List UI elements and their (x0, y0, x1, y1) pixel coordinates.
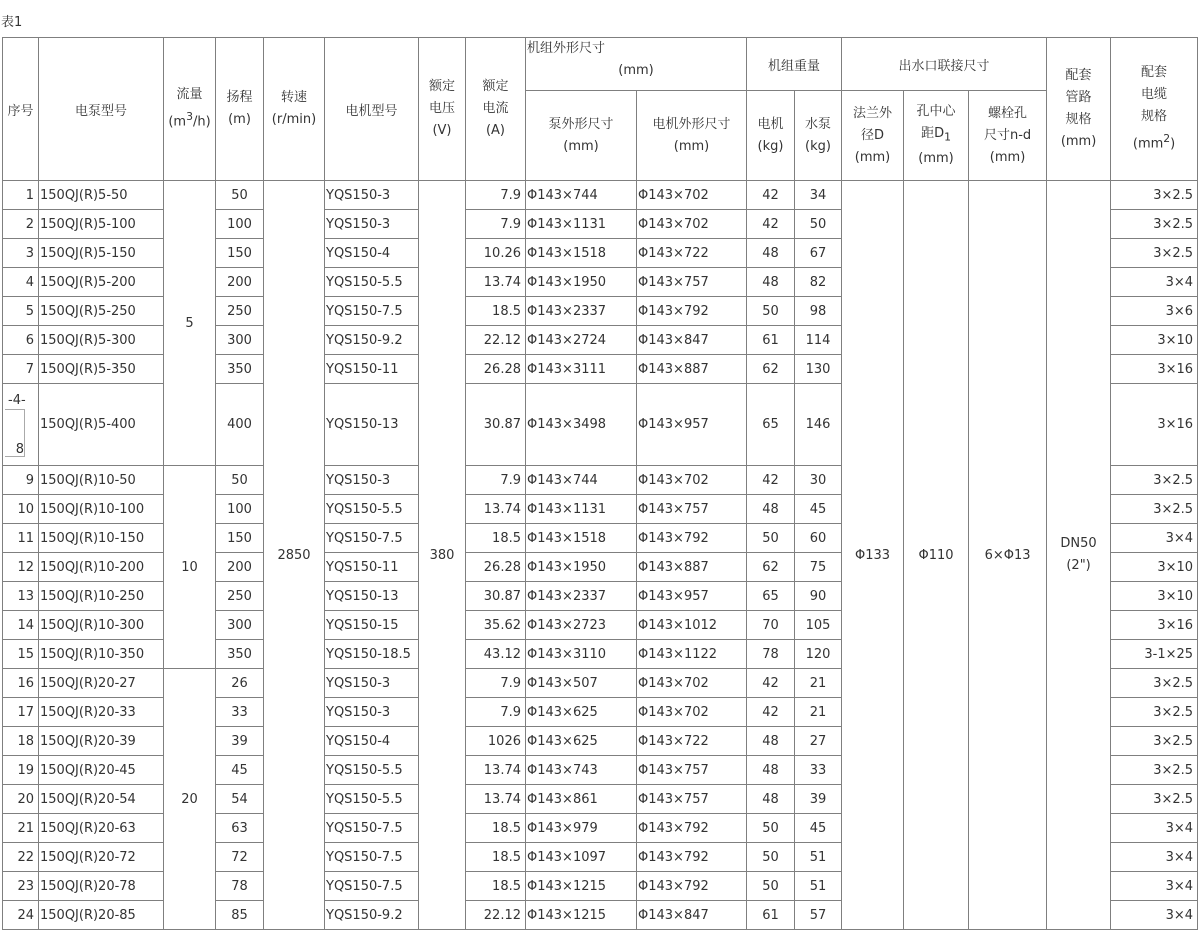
cell-head: 50 (216, 466, 264, 495)
cell-current: 13.74 (466, 785, 526, 814)
header-pump-model: 电泵型号 (39, 38, 164, 181)
cell-pump-model: 150QJ(R)20-78 (39, 872, 164, 901)
cell-seq: 10 (3, 495, 39, 524)
cell-cable: 3×2.5 (1111, 756, 1198, 785)
cell-motor-weight: 42 (747, 466, 795, 495)
cell-motor-model: YQS150-11 (325, 355, 419, 384)
header-rated-voltage: 额定 电压 (V) (419, 38, 466, 181)
cell-head: 54 (216, 785, 264, 814)
cell-motor-dim: Φ143×1122 (637, 640, 747, 669)
pump-spec-table (2, 37, 1198, 930)
header-speed: 转速 (r/min) (264, 38, 325, 181)
cell-cable: 3×16 (1111, 355, 1198, 384)
cell-cable: 3×4 (1111, 524, 1198, 553)
cell-pump-model: 150QJ(R)5-50 (39, 181, 164, 210)
cell-pump-weight: 57 (795, 901, 842, 930)
cell-flow-group-10: 10 (164, 466, 216, 669)
cell-motor-model: YQS150-9.2 (325, 901, 419, 930)
cell-head: 200 (216, 553, 264, 582)
cell-current: 7.9 (466, 698, 526, 727)
cell-head: 72 (216, 843, 264, 872)
cell-current: 35.62 (466, 611, 526, 640)
cell-pump-dim: Φ143×1131 (526, 210, 637, 239)
cell-cable: 3×4 (1111, 268, 1198, 297)
cell-pump-weight: 50 (795, 210, 842, 239)
cell-current: 18.5 (466, 297, 526, 326)
cell-pump-weight: 75 (795, 553, 842, 582)
cell-pump-model: 150QJ(R)10-100 (39, 495, 164, 524)
cell-pump-model: 150QJ(R)5-100 (39, 210, 164, 239)
cell-seq: 19 (3, 756, 39, 785)
cell-seq: 2 (3, 210, 39, 239)
cell-motor-dim: Φ143×702 (637, 669, 747, 698)
cell-pump-model: 150QJ(R)10-200 (39, 553, 164, 582)
cell-current: 22.12 (466, 901, 526, 930)
cell-current: 7.9 (466, 669, 526, 698)
cell-pump-model: 150QJ(R)10-250 (39, 582, 164, 611)
cell-head: 150 (216, 239, 264, 268)
cell-pump-weight: 51 (795, 872, 842, 901)
cell-cable: 3×16 (1111, 384, 1198, 466)
cell-pump-dim: Φ143×1518 (526, 524, 637, 553)
cell-current: 10.26 (466, 239, 526, 268)
cell-motor-dim: Φ143×757 (637, 495, 747, 524)
cell-pump-weight: 130 (795, 355, 842, 384)
cell-motor-model: YQS150-7.5 (325, 524, 419, 553)
cell-current: 43.12 (466, 640, 526, 669)
cell-pump-weight: 120 (795, 640, 842, 669)
cell-pump-model: 150QJ(R)20-54 (39, 785, 164, 814)
cell-current: 7.9 (466, 210, 526, 239)
cell-motor-dim: Φ143×722 (637, 727, 747, 756)
row-8-index-box: 8 (5, 409, 25, 457)
cell-seq: 15 (3, 640, 39, 669)
cell-seq: 11 (3, 524, 39, 553)
cell-head: 33 (216, 698, 264, 727)
header-pipe: 配套 管路 规格 (mm) (1047, 38, 1111, 181)
cell-pump-dim: Φ143×2337 (526, 582, 637, 611)
cell-pump-model: 150QJ(R)10-350 (39, 640, 164, 669)
cell-pump-dim: Φ143×2723 (526, 611, 637, 640)
cell-motor-dim: Φ143×887 (637, 355, 747, 384)
cell-pump-weight: 105 (795, 611, 842, 640)
cell-seq: 5 (3, 297, 39, 326)
cell-motor-model: YQS150-7.5 (325, 843, 419, 872)
cell-head: 300 (216, 326, 264, 355)
cell-motor-model: YQS150-5.5 (325, 785, 419, 814)
cell-pump-weight: 146 (795, 384, 842, 466)
cell-motor-model: YQS150-13 (325, 582, 419, 611)
cell-current: 13.74 (466, 495, 526, 524)
cell-motor-model: YQS150-15 (325, 611, 419, 640)
cell-cable: 3×16 (1111, 611, 1198, 640)
cell-motor-model: YQS150-4 (325, 239, 419, 268)
cell-seq: 22 (3, 843, 39, 872)
cell-motor-dim: Φ143×957 (637, 384, 747, 466)
cell-pump-dim: Φ143×625 (526, 698, 637, 727)
cell-motor-model: YQS150-5.5 (325, 756, 419, 785)
cell-pump-model: 150QJ(R)20-33 (39, 698, 164, 727)
cell-motor-dim: Φ143×792 (637, 814, 747, 843)
table-caption: 表1 (1, 15, 23, 30)
cell-speed: 2850 (264, 181, 325, 930)
cell-pump-weight: 45 (795, 814, 842, 843)
cell-cable: 3×4 (1111, 814, 1198, 843)
cell-current: 26.28 (466, 553, 526, 582)
pipe-spec: DN50 (1060, 536, 1097, 551)
header-motor-weight: 电机 (kg) (747, 91, 795, 181)
cell-cable: 3×10 (1111, 582, 1198, 611)
header-row-1 (3, 38, 1198, 91)
cell-motor-weight: 42 (747, 210, 795, 239)
cell-current: 7.9 (466, 466, 526, 495)
cell-motor-weight: 65 (747, 384, 795, 466)
cell-current: 7.9 (466, 181, 526, 210)
cell-motor-dim: Φ143×792 (637, 872, 747, 901)
cell-motor-dim: Φ143×757 (637, 268, 747, 297)
cell-motor-dim: Φ143×702 (637, 698, 747, 727)
cell-cable: 3×2.5 (1111, 785, 1198, 814)
header-pump-dim: 泵外形尺寸 (mm) (526, 91, 637, 181)
cell-motor-dim: Φ143×702 (637, 181, 747, 210)
cell-cable: 3×10 (1111, 326, 1198, 355)
header-head: 扬程 (m) (216, 38, 264, 181)
cell-seq: 13 (3, 582, 39, 611)
cell-current: 18.5 (466, 872, 526, 901)
cell-pump-weight: 21 (795, 698, 842, 727)
cell-motor-model: YQS150-9.2 (325, 326, 419, 355)
cell-motor-dim: Φ143×847 (637, 326, 747, 355)
cell-head: 26 (216, 669, 264, 698)
cell-motor-weight: 61 (747, 326, 795, 355)
cell-head: 45 (216, 756, 264, 785)
cell-pump-model: 150QJ(R)5-350 (39, 355, 164, 384)
cell-pump-weight: 33 (795, 756, 842, 785)
cell-head: 400 (216, 384, 264, 466)
cell-seq: 17 (3, 698, 39, 727)
cell-pump-dim: Φ143×3498 (526, 384, 637, 466)
cell-seq: 16 (3, 669, 39, 698)
table-body (3, 38, 1198, 930)
cell-pump-model: 150QJ(R)10-150 (39, 524, 164, 553)
cell-motor-weight: 70 (747, 611, 795, 640)
cell-pump-dim: Φ143×1950 (526, 553, 637, 582)
cell-current: 13.74 (466, 756, 526, 785)
cell-motor-weight: 48 (747, 785, 795, 814)
cell-motor-dim: Φ143×957 (637, 582, 747, 611)
cell-pump-weight: 34 (795, 181, 842, 210)
cell-motor-weight: 62 (747, 355, 795, 384)
cell-pump-weight: 27 (795, 727, 842, 756)
cell-pump-dim: Φ143×744 (526, 181, 637, 210)
cell-flange: Φ133 (842, 181, 904, 930)
cell-current: 13.74 (466, 268, 526, 297)
cell-motor-dim: Φ143×792 (637, 843, 747, 872)
cell-pump-model: 150QJ(R)5-400 (39, 384, 164, 466)
cell-head: 350 (216, 355, 264, 384)
cell-current: 26.28 (466, 355, 526, 384)
cell-seq: 21 (3, 814, 39, 843)
cell-pump-weight: 39 (795, 785, 842, 814)
header-flow: 流量 $(m^3/h)$ (164, 38, 216, 181)
header-flange: 法兰外 径D (mm) (842, 91, 904, 181)
header-motor-model: 电机型号 (325, 38, 419, 181)
cell-cable: 3×2.5 (1111, 181, 1198, 210)
cell-seq: 3 (3, 239, 39, 268)
cell-pump-weight: 21 (795, 669, 842, 698)
cell-motor-weight: 48 (747, 727, 795, 756)
cell-pump-dim: Φ143×3111 (526, 355, 637, 384)
cell-pump-model: 150QJ(R)20-45 (39, 756, 164, 785)
cell-pump-model: 150QJ(R)20-27 (39, 669, 164, 698)
cell-motor-model: YQS150-5.5 (325, 268, 419, 297)
cell-head: 200 (216, 268, 264, 297)
cell-flow-group-5: 5 (164, 181, 216, 466)
cell-pump-model: 150QJ(R)20-63 (39, 814, 164, 843)
cell-pump-dim: Φ143×979 (526, 814, 637, 843)
cell-head: 100 (216, 210, 264, 239)
cell-motor-weight: 42 (747, 698, 795, 727)
cell-pump-weight: 67 (795, 239, 842, 268)
cell-seq: 12 (3, 553, 39, 582)
cell-hole: Φ110 (904, 181, 969, 930)
cell-pump-dim: Φ143×1215 (526, 872, 637, 901)
cell-motor-model: YQS150-3 (325, 669, 419, 698)
cell-motor-model: YQS150-13 (325, 384, 419, 466)
cell-pump-weight: 114 (795, 326, 842, 355)
cell-motor-weight: 78 (747, 640, 795, 669)
cell-pump-dim: Φ143×1518 (526, 239, 637, 268)
cell-pump-dim: Φ143×1950 (526, 268, 637, 297)
cell-motor-weight: 48 (747, 756, 795, 785)
pipe-spec-inch: (2") (1066, 558, 1091, 573)
cell-motor-weight: 62 (747, 553, 795, 582)
cell-head: 350 (216, 640, 264, 669)
header-unit-weight: 机组重量 (747, 38, 842, 91)
cell-cable: 3×2.5 (1111, 210, 1198, 239)
cell-current: 22.12 (466, 326, 526, 355)
cell-pump-weight: 51 (795, 843, 842, 872)
cell-motor-dim: Φ143×722 (637, 239, 747, 268)
cell-cable: 3×2.5 (1111, 239, 1198, 268)
cell-head: 85 (216, 901, 264, 930)
cell-head: 50 (216, 181, 264, 210)
cell-pump-dim: Φ143×507 (526, 669, 637, 698)
cell-pump-dim: Φ143×1131 (526, 495, 637, 524)
cell-motor-model: YQS150-7.5 (325, 297, 419, 326)
cell-pump-dim: Φ143×2724 (526, 326, 637, 355)
cell-seq: 14 (3, 611, 39, 640)
cell-head: 63 (216, 814, 264, 843)
cell-flow-group-20: 20 (164, 669, 216, 930)
cell-cable: 3×10 (1111, 553, 1198, 582)
cell-motor-model: YQS150-7.5 (325, 814, 419, 843)
cell-motor-dim: Φ143×702 (637, 210, 747, 239)
cell-pump-model: 150QJ(R)20-72 (39, 843, 164, 872)
cell-head: 78 (216, 872, 264, 901)
cell-cable: 3×6 (1111, 297, 1198, 326)
cell-motor-model: YQS150-3 (325, 698, 419, 727)
cell-motor-model: YQS150-3 (325, 181, 419, 210)
cell-seq (3, 384, 39, 466)
cell-motor-weight: 48 (747, 239, 795, 268)
cell-pump-weight: 45 (795, 495, 842, 524)
cell-motor-weight: 50 (747, 814, 795, 843)
cell-pump-model: 150QJ(R)10-300 (39, 611, 164, 640)
cell-pump-weight: 90 (795, 582, 842, 611)
cell-pump-dim: Φ143×625 (526, 727, 637, 756)
header-pump-weight: 水泵 (kg) (795, 91, 842, 181)
header-hole: 孔中心 距$D_1$ (mm) (904, 91, 969, 181)
cell-current: 18.5 (466, 814, 526, 843)
cell-motor-model: YQS150-3 (325, 210, 419, 239)
cell-motor-weight: 42 (747, 181, 795, 210)
cell-cable: 3-1×25 (1111, 640, 1198, 669)
cell-motor-model: YQS150-4 (325, 727, 419, 756)
cell-pump-weight: 98 (795, 297, 842, 326)
cell-head: 100 (216, 495, 264, 524)
cell-seq: 24 (3, 901, 39, 930)
cell-motor-weight: 50 (747, 843, 795, 872)
cell-pump-model: 150QJ(R)5-200 (39, 268, 164, 297)
cell-pump-weight: 60 (795, 524, 842, 553)
cell-motor-dim: Φ143×1012 (637, 611, 747, 640)
header-outlet: 出水口联接尺寸 (842, 38, 1047, 91)
header-overall-dim: 机组外形尺寸 (mm) (526, 38, 747, 91)
cell-motor-weight: 50 (747, 524, 795, 553)
cell-head: 250 (216, 582, 264, 611)
cell-seq: 7 (3, 355, 39, 384)
cell-pump-dim: Φ143×3110 (526, 640, 637, 669)
cell-motor-model: YQS150-7.5 (325, 872, 419, 901)
cell-seq: 23 (3, 872, 39, 901)
cell-motor-model: YQS150-18.5 (325, 640, 419, 669)
cell-motor-weight: 48 (747, 268, 795, 297)
cell-current: 18.5 (466, 843, 526, 872)
cell-seq: 1 (3, 181, 39, 210)
cell-head: 300 (216, 611, 264, 640)
cell-motor-dim: Φ143×757 (637, 785, 747, 814)
cell-seq: 18 (3, 727, 39, 756)
cell-pump-dim: Φ143×1215 (526, 901, 637, 930)
cell-voltage: 380 (419, 181, 466, 930)
cell-pump-model: 150QJ(R)5-250 (39, 297, 164, 326)
cell-cable: 3×4 (1111, 872, 1198, 901)
cell-current: 18.5 (466, 524, 526, 553)
cell-cable: 3×2.5 (1111, 698, 1198, 727)
cell-motor-dim: Φ143×792 (637, 524, 747, 553)
cell-pump-dim: Φ143×744 (526, 466, 637, 495)
cell-seq: 6 (3, 326, 39, 355)
cell-pump-dim: Φ143×1097 (526, 843, 637, 872)
cell-pipe (1047, 181, 1111, 930)
cell-current: 30.87 (466, 582, 526, 611)
cell-cable: 3×2.5 (1111, 727, 1198, 756)
cell-seq: 4 (3, 268, 39, 297)
cell-pump-dim: Φ143×861 (526, 785, 637, 814)
cell-pump-weight: 30 (795, 466, 842, 495)
cell-motor-dim: Φ143×792 (637, 297, 747, 326)
cell-head: 150 (216, 524, 264, 553)
cell-pump-model: 150QJ(R)10-50 (39, 466, 164, 495)
cell-pump-weight: 82 (795, 268, 842, 297)
cell-motor-weight: 50 (747, 872, 795, 901)
cell-pump-dim: Φ143×743 (526, 756, 637, 785)
cell-cable: 3×4 (1111, 843, 1198, 872)
cell-pump-dim: Φ143×2337 (526, 297, 637, 326)
cell-seq: 20 (3, 785, 39, 814)
table-row (3, 181, 1198, 210)
cell-current: 1026 (466, 727, 526, 756)
cell-cable: 3×4 (1111, 901, 1198, 930)
header-seq: 序号 (3, 38, 39, 181)
row-8-index-top: -4- (8, 392, 26, 408)
cell-motor-weight: 48 (747, 495, 795, 524)
cell-motor-model: YQS150-5.5 (325, 495, 419, 524)
cell-motor-dim: Φ143×757 (637, 756, 747, 785)
cell-motor-dim: Φ143×702 (637, 466, 747, 495)
cell-current: 30.87 (466, 384, 526, 466)
cell-pump-model: 150QJ(R)20-85 (39, 901, 164, 930)
cell-head: 39 (216, 727, 264, 756)
cell-motor-weight: 42 (747, 669, 795, 698)
header-bolt: 螺栓孔 尺寸n-d (mm) (969, 91, 1047, 181)
cell-cable: 3×2.5 (1111, 495, 1198, 524)
cell-motor-model: YQS150-11 (325, 553, 419, 582)
cell-motor-weight: 65 (747, 582, 795, 611)
header-rated-current: 额定 电流 (A) (466, 38, 526, 181)
header-cable: 配套 电缆 规格 $(mm^2)$ (1111, 38, 1198, 181)
cell-head: 250 (216, 297, 264, 326)
cell-bolt: 6×Φ13 (969, 181, 1047, 930)
cell-seq: 9 (3, 466, 39, 495)
cell-motor-model: YQS150-3 (325, 466, 419, 495)
cell-pump-model: 150QJ(R)20-39 (39, 727, 164, 756)
cell-motor-dim: Φ143×847 (637, 901, 747, 930)
header-motor-dim: 电机外形尺寸 (mm) (637, 91, 747, 181)
cell-pump-model: 150QJ(R)5-150 (39, 239, 164, 268)
cell-motor-weight: 50 (747, 297, 795, 326)
cell-cable: 3×2.5 (1111, 466, 1198, 495)
cell-cable: 3×2.5 (1111, 669, 1198, 698)
cell-pump-model: 150QJ(R)5-300 (39, 326, 164, 355)
cell-motor-dim: Φ143×887 (637, 553, 747, 582)
cell-motor-weight: 61 (747, 901, 795, 930)
